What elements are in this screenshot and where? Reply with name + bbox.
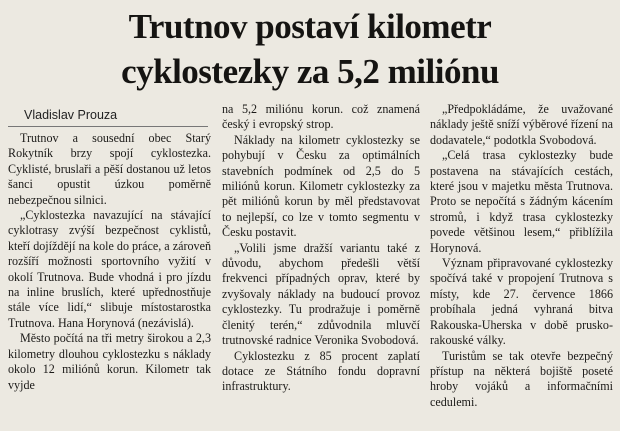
paragraph: „Předpokládáme, že uvažované náklady ještě sníží výběrové řízení na dodavatele,“ podotkla Svobodová. <box>430 102 613 147</box>
headline-line-1: Trutnov postaví kilometr <box>128 7 492 46</box>
headline-line-2: cyklostezky za 5,2 miliónu <box>121 52 499 91</box>
paragraph: Město počítá na tři metry širokou a 2,3 kilometry dlouhou cyklostezku s náklady okolo 12 miliónů korun. Kilometr tak vyjde <box>8 331 211 392</box>
paragraph: Náklady na kilometr cyklostezky se pohybují v Česku za optimálních stavebních podmínek od 2,5 do 5 miliónů korun. Kilometr cyklostezky za pět miliónů korun by měl představovat to nejlepší, co lze v tomto segmentu v Česku postavit. <box>222 132 420 240</box>
author-byline: Vladislav Prouza <box>24 108 118 122</box>
article-column-1 <box>8 131 211 393</box>
headline <box>0 4 620 94</box>
paragraph: „Volili jsme dražší variantu také z důvodu, abychom předešli větší frekvenci případných oprav, které by zvyšovaly náklady na budoucí provoz cyklostezky. Tu prodražuje i poměrně členitý terén,“ zdůvodnila mluvčí trutnovské radnice Veronika Svobodová. <box>222 240 420 348</box>
paragraph: na 5,2 miliónu korun. což znamená český i evropský strop. <box>222 102 420 132</box>
paragraph: Turistům se tak otevře bezpečný přístup na některá bojiště poseté hroby vojáků a informačními cedulemi. <box>430 348 613 409</box>
byline-divider <box>8 126 208 127</box>
article-column-3 <box>430 102 613 410</box>
paragraph: „Celá trasa cyklostezky bude postavena na stávajících cestách, které jsou v majetku města Trutnova. Proto se nepočítá s žádným kácením stromů, i když trasa cyklostezky povede většinou lesem,“ přiblížila Horynová. <box>430 148 613 255</box>
paragraph: Trutnov a sousední obec Starý Rokytník brzy spojí cyklostezka. Cyklisté, bruslaři a pěší dostanou už letos šanci opustit úzkou poměrně nebezpečnou silnici. <box>8 131 211 207</box>
paragraph: „Cyklostezka navazující na stávající cyklotrasy zvýší bezpečnost cyklistů, kteří dojíždějí na kole do práce, a zároveň rozšíří možnosti sportovního vyžití v okolí Trutnova. Bude vhodná i pro jízdu na inline bruslích, které upřednostňuje stále více lidí,“ slibuje místostarostka Trutnova. Hana Horynová (nezávislá). <box>8 208 211 330</box>
paragraph: Význam připravované cyklostezky spočívá také v propojení Trutnova s místy, kde 27. července 1866 probíhala jedná vyhraná bitva Rakouska-Uherska v době prusko-rakouské války. <box>430 256 613 348</box>
article-column-2 <box>222 102 420 395</box>
paragraph: Cyklostezku z 85 procent zaplatí dotace ze Státního fondu dopravní infrastruktury. <box>222 348 420 394</box>
